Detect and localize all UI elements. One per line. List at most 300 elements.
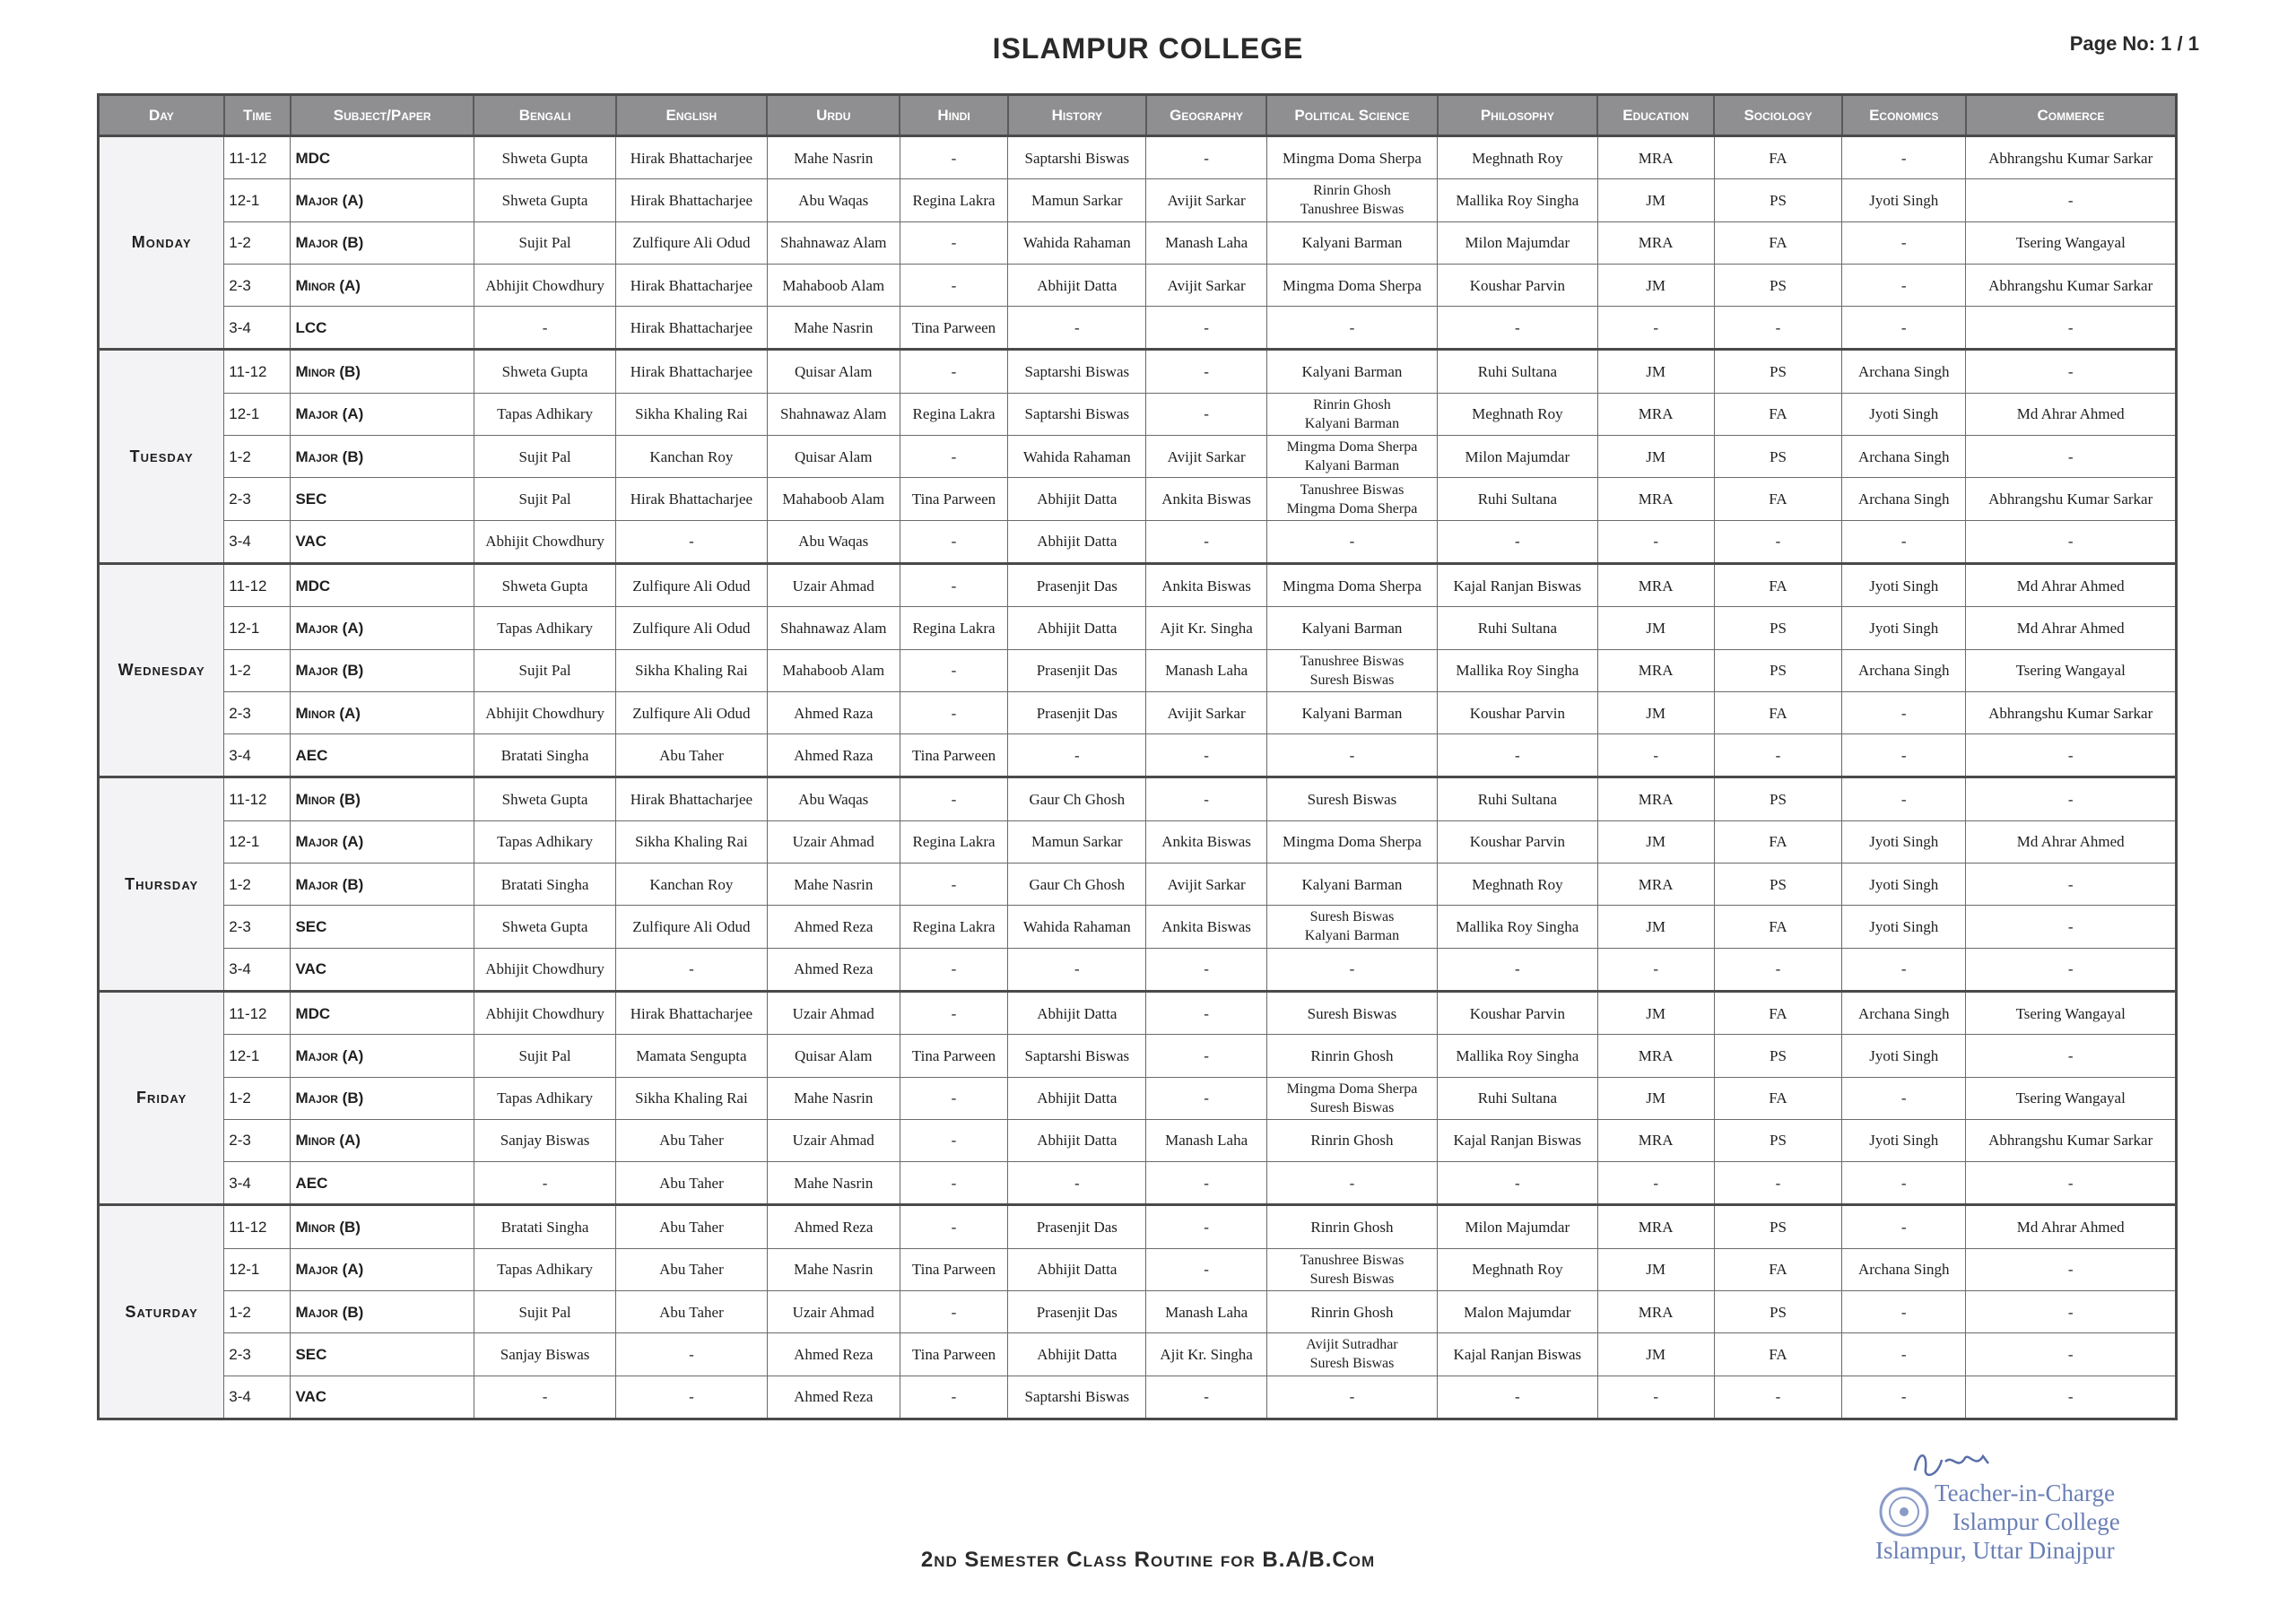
teacher-cell: - xyxy=(900,1291,1007,1333)
time-cell: 12-1 xyxy=(224,1035,291,1077)
teacher-cell xyxy=(1266,1333,1437,1376)
teacher-cell: Abhijit Datta xyxy=(1008,478,1146,520)
teacher-cell: - xyxy=(1438,520,1597,563)
subject-cell: LCC xyxy=(291,307,474,350)
teacher-cell: - xyxy=(1597,734,1714,777)
teacher-cell: PS xyxy=(1714,264,1841,306)
teacher-cell: PS xyxy=(1714,1119,1841,1161)
teacher-cell: Md Ahrar Ahmed xyxy=(1966,393,2177,435)
teacher-cell: Abhrangshu Kumar Sarkar xyxy=(1966,264,2177,306)
teacher-cell: Mamata Sengupta xyxy=(616,1035,767,1077)
time-cell: 12-1 xyxy=(224,179,291,221)
teacher-cell: Ankita Biswas xyxy=(1146,820,1266,863)
table-row xyxy=(99,1035,2177,1077)
teacher-cell: Zulfiqure Ali Odud xyxy=(616,691,767,733)
teacher-cell: - xyxy=(1008,1162,1146,1205)
table-row xyxy=(99,777,2177,820)
time-cell: 3-4 xyxy=(224,948,291,991)
teacher-cell: Kalyani Barman xyxy=(1266,350,1437,393)
teacher-cell: Mamun Sarkar xyxy=(1008,179,1146,221)
time-cell: 11-12 xyxy=(224,136,291,179)
teacher-cell: Hirak Bhattacharjee xyxy=(616,179,767,221)
teacher-cell: - xyxy=(1842,1291,1966,1333)
teacher-cell: PS xyxy=(1714,350,1841,393)
teacher-cell: - xyxy=(1842,1077,1966,1119)
teacher-cell: - xyxy=(1714,734,1841,777)
teacher-name: Mingma Doma Sherpa xyxy=(1286,500,1418,516)
teacher-cell: JM xyxy=(1597,607,1714,649)
teacher-cell: Avijit Sarkar xyxy=(1146,179,1266,221)
teacher-cell: - xyxy=(1597,1376,1714,1419)
teacher-cell: Saptarshi Biswas xyxy=(1008,393,1146,435)
teacher-cell: Milon Majumdar xyxy=(1438,221,1597,264)
teacher-cell: Prasenjit Das xyxy=(1008,563,1146,606)
teacher-cell: - xyxy=(900,264,1007,306)
teacher-cell: Abhijit Datta xyxy=(1008,520,1146,563)
teacher-cell: Abu Waqas xyxy=(767,179,900,221)
teacher-cell: JM xyxy=(1597,991,1714,1034)
teacher-cell: - xyxy=(1597,307,1714,350)
teacher-cell: Meghnath Roy xyxy=(1438,393,1597,435)
column-header: Political Science xyxy=(1266,95,1437,136)
teacher-cell: - xyxy=(1842,734,1966,777)
teacher-cell: - xyxy=(1266,734,1437,777)
teacher-cell: Koushar Parvin xyxy=(1438,691,1597,733)
teacher-cell: - xyxy=(1146,991,1266,1034)
time-cell: 2-3 xyxy=(224,906,291,948)
teacher-cell: Abhijit Datta xyxy=(1008,1333,1146,1376)
teacher-cell: Ruhi Sultana xyxy=(1438,777,1597,820)
teacher-cell: Tsering Wangayal xyxy=(1966,649,2177,691)
teacher-cell: Abhrangshu Kumar Sarkar xyxy=(1966,478,2177,520)
column-header: Time xyxy=(224,95,291,136)
teacher-cell: - xyxy=(900,520,1007,563)
teacher-cell: Tapas Adhikary xyxy=(474,393,615,435)
teacher-cell: - xyxy=(1842,948,1966,991)
teacher-cell: - xyxy=(1146,1162,1266,1205)
time-cell: 11-12 xyxy=(224,350,291,393)
teacher-cell: Md Ahrar Ahmed xyxy=(1966,1205,2177,1248)
teacher-cell: - xyxy=(1966,1248,2177,1290)
teacher-cell: Koushar Parvin xyxy=(1438,264,1597,306)
teacher-cell: Mahaboob Alam xyxy=(767,478,900,520)
teacher-cell: Uzair Ahmad xyxy=(767,563,900,606)
teacher-cell: FA xyxy=(1714,136,1841,179)
teacher-cell: Ruhi Sultana xyxy=(1438,350,1597,393)
time-cell: 1-2 xyxy=(224,436,291,478)
teacher-cell: Ahmed Raza xyxy=(767,734,900,777)
subject-cell: MDC xyxy=(291,991,474,1034)
column-header: Geography xyxy=(1146,95,1266,136)
teacher-cell: Kalyani Barman xyxy=(1266,691,1437,733)
teacher-cell: Shahnawaz Alam xyxy=(767,221,900,264)
teacher-cell: Sujit Pal xyxy=(474,478,615,520)
teacher-cell: - xyxy=(1966,350,2177,393)
teacher-cell: JM xyxy=(1597,436,1714,478)
teacher-cell: Abu Taher xyxy=(616,1205,767,1248)
teacher-cell: Abhrangshu Kumar Sarkar xyxy=(1966,1119,2177,1161)
teacher-cell: - xyxy=(474,1376,615,1419)
teacher-cell: FA xyxy=(1714,393,1841,435)
subject-cell: Minor (A) xyxy=(291,1119,474,1161)
teacher-cell: Abu Taher xyxy=(616,1119,767,1161)
teacher-cell: Abhijit Datta xyxy=(1008,1077,1146,1119)
teacher-cell: Mahe Nasrin xyxy=(767,1077,900,1119)
teacher-cell: Bratati Singha xyxy=(474,734,615,777)
teacher-cell: Ahmed Reza xyxy=(767,1205,900,1248)
teacher-cell: Prasenjit Das xyxy=(1008,1291,1146,1333)
column-header: Hindi xyxy=(900,95,1007,136)
subject-cell: SEC xyxy=(291,1333,474,1376)
teacher-cell: Ankita Biswas xyxy=(1146,563,1266,606)
teacher-cell: PS xyxy=(1714,607,1841,649)
teacher-cell: Avijit Sarkar xyxy=(1146,264,1266,306)
teacher-cell: - xyxy=(900,864,1007,906)
teacher-cell: Tapas Adhikary xyxy=(474,1248,615,1290)
teacher-cell: - xyxy=(900,221,1007,264)
teacher-cell: Manash Laha xyxy=(1146,649,1266,691)
teacher-cell: Zulfiqure Ali Odud xyxy=(616,906,767,948)
table-row xyxy=(99,1333,2177,1376)
teacher-name: Avijit Sutradhar xyxy=(1306,1337,1398,1353)
teacher-cell: - xyxy=(1966,520,2177,563)
teacher-cell: - xyxy=(1146,1077,1266,1119)
column-header: English xyxy=(616,95,767,136)
teacher-cell: - xyxy=(1842,264,1966,306)
subject-cell: Major (B) xyxy=(291,436,474,478)
teacher-cell: Rinrin Ghosh xyxy=(1266,1291,1437,1333)
teacher-cell: - xyxy=(1842,136,1966,179)
teacher-cell: Hirak Bhattacharjee xyxy=(616,350,767,393)
stamp-address: Islampur, Uttar Dinajpur xyxy=(1875,1537,2115,1564)
teacher-cell: Uzair Ahmad xyxy=(767,820,900,863)
teacher-cell: Sujit Pal xyxy=(474,649,615,691)
teacher-name: Suresh Biswas xyxy=(1309,1356,1395,1372)
subject-cell: MDC xyxy=(291,563,474,606)
time-cell: 2-3 xyxy=(224,691,291,733)
teacher-name: Suresh Biswas xyxy=(1309,672,1395,688)
subject-cell: Major (A) xyxy=(291,393,474,435)
teacher-cell: Sanjay Biswas xyxy=(474,1333,615,1376)
teacher-cell: Jyoti Singh xyxy=(1842,179,1966,221)
teacher-cell: Tina Parween xyxy=(900,1035,1007,1077)
teacher-cell: Mahe Nasrin xyxy=(767,1162,900,1205)
teacher-cell: MRA xyxy=(1597,777,1714,820)
teacher-cell: MRA xyxy=(1597,1035,1714,1077)
teacher-cell: Regina Lakra xyxy=(900,179,1007,221)
teacher-cell: FA xyxy=(1714,820,1841,863)
teacher-cell: Sikha Khaling Rai xyxy=(616,393,767,435)
teacher-cell: - xyxy=(616,520,767,563)
teacher-cell: JM xyxy=(1597,350,1714,393)
teacher-cell: Manash Laha xyxy=(1146,1291,1266,1333)
teacher-cell: Saptarshi Biswas xyxy=(1008,1035,1146,1077)
column-header: Philosophy xyxy=(1438,95,1597,136)
teacher-cell: - xyxy=(1146,1248,1266,1290)
table-row xyxy=(99,1376,2177,1419)
time-cell: 12-1 xyxy=(224,1248,291,1290)
teacher-cell: JM xyxy=(1597,906,1714,948)
teacher-cell: Abhijit Datta xyxy=(1008,991,1146,1034)
table-row xyxy=(99,136,2177,179)
teacher-name: Mingma Doma Sherpa xyxy=(1286,439,1418,456)
teacher-cell: PS xyxy=(1714,1291,1841,1333)
teacher-cell: Mallika Roy Singha xyxy=(1438,649,1597,691)
teacher-cell: Jyoti Singh xyxy=(1842,1119,1966,1161)
teacher-cell: - xyxy=(1146,777,1266,820)
teacher-cell: Suresh Biswas xyxy=(1266,991,1437,1034)
teacher-cell: Archana Singh xyxy=(1842,478,1966,520)
teacher-cell: Kanchan Roy xyxy=(616,864,767,906)
teacher-cell: Hirak Bhattacharjee xyxy=(616,307,767,350)
teacher-cell: Mingma Doma Sherpa xyxy=(1266,136,1437,179)
time-cell: 1-2 xyxy=(224,864,291,906)
table-row xyxy=(99,563,2177,606)
teacher-cell: PS xyxy=(1714,1035,1841,1077)
teacher-cell: - xyxy=(1966,1162,2177,1205)
teacher-cell: - xyxy=(1966,436,2177,478)
teacher-cell: Abhrangshu Kumar Sarkar xyxy=(1966,691,2177,733)
teacher-cell: Ajit Kr. Singha xyxy=(1146,607,1266,649)
teacher-cell: PS xyxy=(1714,649,1841,691)
teacher-cell: FA xyxy=(1714,478,1841,520)
teacher-cell: - xyxy=(1597,520,1714,563)
day-cell: Tuesday xyxy=(99,350,224,563)
teacher-cell: - xyxy=(1008,948,1146,991)
teacher-cell: - xyxy=(900,1162,1007,1205)
teacher-cell: - xyxy=(1008,734,1146,777)
teacher-cell: - xyxy=(1438,307,1597,350)
teacher-cell: - xyxy=(900,350,1007,393)
teacher-cell: - xyxy=(1146,393,1266,435)
teacher-cell: - xyxy=(1966,1291,2177,1333)
teacher-cell xyxy=(1266,1077,1437,1119)
time-cell: 2-3 xyxy=(224,478,291,520)
teacher-cell: - xyxy=(1966,948,2177,991)
teacher-cell: Kajal Ranjan Biswas xyxy=(1438,1119,1597,1161)
day-cell: Thursday xyxy=(99,777,224,991)
subject-cell: Major (B) xyxy=(291,649,474,691)
teacher-cell: Jyoti Singh xyxy=(1842,906,1966,948)
teacher-name: Rinrin Ghosh xyxy=(1313,396,1391,412)
table-row xyxy=(99,350,2177,393)
teacher-cell: - xyxy=(1842,1333,1966,1376)
table-row xyxy=(99,906,2177,948)
teacher-cell: MRA xyxy=(1597,649,1714,691)
subject-cell: AEC xyxy=(291,734,474,777)
teacher-cell: - xyxy=(1842,777,1966,820)
teacher-in-charge-stamp xyxy=(1870,1444,2139,1578)
teacher-cell: Kalyani Barman xyxy=(1266,864,1437,906)
table-row xyxy=(99,948,2177,991)
time-cell: 2-3 xyxy=(224,264,291,306)
teacher-cell: Rinrin Ghosh xyxy=(1266,1205,1437,1248)
teacher-cell: - xyxy=(1146,948,1266,991)
teacher-cell: Regina Lakra xyxy=(900,393,1007,435)
teacher-cell: - xyxy=(900,136,1007,179)
teacher-name: Suresh Biswas xyxy=(1309,909,1395,925)
teacher-cell: Zulfiqure Ali Odud xyxy=(616,221,767,264)
time-cell: 3-4 xyxy=(224,307,291,350)
teacher-cell: - xyxy=(1008,307,1146,350)
teacher-cell: - xyxy=(1966,864,2177,906)
teacher-cell: Ruhi Sultana xyxy=(1438,478,1597,520)
table-row xyxy=(99,478,2177,520)
teacher-cell: Milon Majumdar xyxy=(1438,1205,1597,1248)
teacher-cell: Gaur Ch Ghosh xyxy=(1008,777,1146,820)
teacher-name: Tanushree Biswas xyxy=(1300,202,1405,218)
teacher-cell: Milon Majumdar xyxy=(1438,436,1597,478)
teacher-cell: - xyxy=(1966,307,2177,350)
teacher-cell: Avijit Sarkar xyxy=(1146,864,1266,906)
table-row xyxy=(99,179,2177,221)
teacher-cell: Ahmed Raza xyxy=(767,691,900,733)
class-routine-table xyxy=(97,93,2178,1420)
teacher-cell: Prasenjit Das xyxy=(1008,691,1146,733)
table-row xyxy=(99,691,2177,733)
day-cell: Monday xyxy=(99,136,224,350)
time-cell: 12-1 xyxy=(224,393,291,435)
table-row xyxy=(99,1205,2177,1248)
teacher-cell: - xyxy=(1966,1376,2177,1419)
subject-cell: MDC xyxy=(291,136,474,179)
teacher-cell: JM xyxy=(1597,1333,1714,1376)
teacher-cell: Wahida Rahaman xyxy=(1008,906,1146,948)
teacher-cell: - xyxy=(1438,1162,1597,1205)
teacher-cell: Sikha Khaling Rai xyxy=(616,1077,767,1119)
teacher-cell: - xyxy=(900,991,1007,1034)
day-cell: Wednesday xyxy=(99,563,224,777)
stamp-institution: Islampur College xyxy=(1952,1508,2120,1535)
teacher-cell: Abu Taher xyxy=(616,734,767,777)
teacher-cell: Hirak Bhattacharjee xyxy=(616,478,767,520)
teacher-cell: Kalyani Barman xyxy=(1266,607,1437,649)
teacher-cell: Abu Taher xyxy=(616,1162,767,1205)
teacher-cell: PS xyxy=(1714,1205,1841,1248)
teacher-cell: Md Ahrar Ahmed xyxy=(1966,820,2177,863)
teacher-cell: Ankita Biswas xyxy=(1146,906,1266,948)
teacher-cell: Archana Singh xyxy=(1842,649,1966,691)
table-row xyxy=(99,1162,2177,1205)
teacher-cell: JM xyxy=(1597,179,1714,221)
teacher-cell: Uzair Ahmad xyxy=(767,1119,900,1161)
teacher-cell: Abhrangshu Kumar Sarkar xyxy=(1966,136,2177,179)
teacher-cell: - xyxy=(1266,948,1437,991)
teacher-cell: - xyxy=(1266,520,1437,563)
teacher-cell: Suresh Biswas xyxy=(1266,777,1437,820)
teacher-cell: Sikha Khaling Rai xyxy=(616,820,767,863)
time-cell: 12-1 xyxy=(224,607,291,649)
table-row xyxy=(99,264,2177,306)
column-header: Day xyxy=(99,95,224,136)
subject-cell: Major (B) xyxy=(291,1077,474,1119)
teacher-cell xyxy=(1266,649,1437,691)
teacher-cell: - xyxy=(1842,1376,1966,1419)
teacher-cell: Uzair Ahmad xyxy=(767,991,900,1034)
table-row xyxy=(99,307,2177,350)
teacher-cell xyxy=(1266,436,1437,478)
subject-cell: VAC xyxy=(291,948,474,991)
teacher-cell: Shweta Gupta xyxy=(474,563,615,606)
subject-cell: Major (B) xyxy=(291,221,474,264)
teacher-name: Tanushree Biswas xyxy=(1300,482,1405,498)
teacher-cell: Mahaboob Alam xyxy=(767,264,900,306)
teacher-cell: Sujit Pal xyxy=(474,221,615,264)
teacher-cell: - xyxy=(1438,734,1597,777)
teacher-cell: Mingma Doma Sherpa xyxy=(1266,264,1437,306)
teacher-cell: JM xyxy=(1597,264,1714,306)
teacher-cell: - xyxy=(1714,520,1841,563)
teacher-cell: PS xyxy=(1714,777,1841,820)
time-cell: 11-12 xyxy=(224,777,291,820)
table-row xyxy=(99,864,2177,906)
teacher-cell: Jyoti Singh xyxy=(1842,864,1966,906)
teacher-name: Tanushree Biswas xyxy=(1300,653,1405,669)
time-cell: 1-2 xyxy=(224,221,291,264)
subject-cell: Major (B) xyxy=(291,1291,474,1333)
college-seal-icon xyxy=(1877,1485,1931,1539)
teacher-cell: - xyxy=(1266,1162,1437,1205)
teacher-cell: - xyxy=(1842,221,1966,264)
subject-cell: VAC xyxy=(291,520,474,563)
teacher-cell: Tina Parween xyxy=(900,307,1007,350)
subject-cell: Minor (A) xyxy=(291,691,474,733)
teacher-cell: Koushar Parvin xyxy=(1438,820,1597,863)
teacher-cell: - xyxy=(900,777,1007,820)
teacher-cell: Regina Lakra xyxy=(900,820,1007,863)
teacher-cell: Shweta Gupta xyxy=(474,136,615,179)
teacher-cell: Meghnath Roy xyxy=(1438,864,1597,906)
column-header: Education xyxy=(1597,95,1714,136)
teacher-cell: Gaur Ch Ghosh xyxy=(1008,864,1146,906)
teacher-cell: - xyxy=(1842,1205,1966,1248)
teacher-cell: FA xyxy=(1714,691,1841,733)
teacher-cell: MRA xyxy=(1597,1205,1714,1248)
teacher-cell: - xyxy=(1714,1162,1841,1205)
teacher-name: Suresh Biswas xyxy=(1309,1271,1395,1287)
teacher-cell: - xyxy=(1146,350,1266,393)
time-cell: 2-3 xyxy=(224,1333,291,1376)
teacher-cell: Ahmed Reza xyxy=(767,948,900,991)
teacher-cell: - xyxy=(474,307,615,350)
teacher-cell: Uzair Ahmad xyxy=(767,1291,900,1333)
teacher-cell: MRA xyxy=(1597,1291,1714,1333)
time-cell: 1-2 xyxy=(224,1077,291,1119)
time-cell: 1-2 xyxy=(224,649,291,691)
teacher-cell: Abu Waqas xyxy=(767,520,900,563)
column-header: Bengali xyxy=(474,95,615,136)
teacher-cell: - xyxy=(1966,1333,2177,1376)
teacher-cell: Hirak Bhattacharjee xyxy=(616,777,767,820)
teacher-cell: - xyxy=(1597,948,1714,991)
teacher-cell: Jyoti Singh xyxy=(1842,1035,1966,1077)
teacher-cell: Archana Singh xyxy=(1842,350,1966,393)
teacher-cell: Mahe Nasrin xyxy=(767,864,900,906)
document-title: ISLAMPUR COLLEGE xyxy=(992,32,1304,65)
teacher-cell: - xyxy=(900,1119,1007,1161)
teacher-cell: Archana Singh xyxy=(1842,991,1966,1034)
teacher-cell: - xyxy=(900,563,1007,606)
teacher-cell: Kanchan Roy xyxy=(616,436,767,478)
teacher-cell: MRA xyxy=(1597,221,1714,264)
time-cell: 3-4 xyxy=(224,520,291,563)
teacher-cell: - xyxy=(1966,179,2177,221)
teacher-name: Rinrin Ghosh xyxy=(1313,183,1391,199)
column-header: Commerce xyxy=(1966,95,2177,136)
teacher-cell: Sujit Pal xyxy=(474,436,615,478)
teacher-cell: Tina Parween xyxy=(900,1248,1007,1290)
teacher-cell: Saptarshi Biswas xyxy=(1008,350,1146,393)
